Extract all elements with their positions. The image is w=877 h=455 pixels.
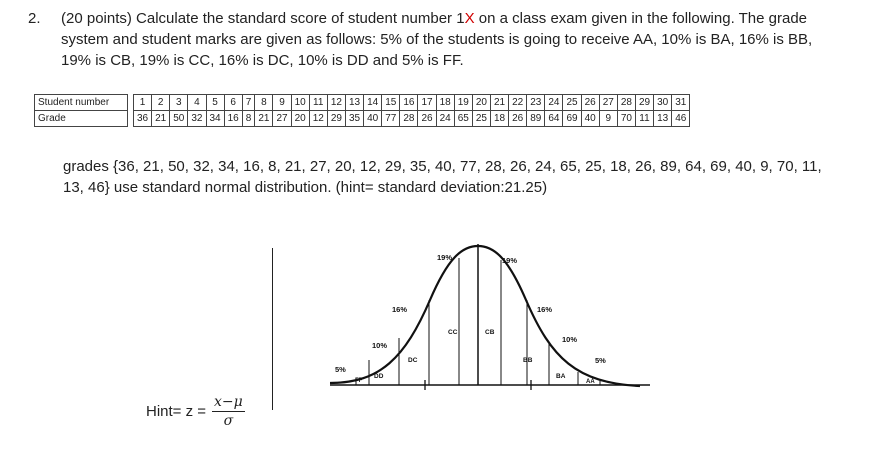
grade-cell: 34 — [206, 111, 224, 127]
grade-cell: 16 — [224, 111, 242, 127]
pct-label-16-right: 16% — [537, 305, 553, 314]
student-number-cell: 9 — [273, 95, 291, 111]
grade-label-bb: BB — [523, 357, 533, 364]
student-number-cell: 19 — [454, 95, 472, 111]
grade-cell: 40 — [581, 111, 599, 127]
student-number-cell: 20 — [472, 95, 490, 111]
grade-cell: 36 — [134, 111, 152, 127]
student-number-cell: 21 — [490, 95, 508, 111]
student-number-cell: 17 — [418, 95, 436, 111]
grade-cell: 28 — [400, 111, 418, 127]
grade-label-aa: AA — [586, 379, 595, 385]
student-number-cell: 4 — [188, 95, 206, 111]
grade-cell: 27 — [273, 111, 291, 127]
question-number: 2. — [28, 10, 41, 27]
student-number-cell: 26 — [581, 95, 599, 111]
pct-label-19-left: 19% — [437, 253, 453, 262]
pct-label-10-right: 10% — [562, 335, 578, 344]
pct-label-5-right: 5% — [595, 356, 606, 365]
grade-cell: 46 — [672, 111, 690, 127]
student-number-cell: 3 — [170, 95, 188, 111]
grade-cell: 18 — [490, 111, 508, 127]
question-line-3: 19% is CB, 19% is CC, 16% is DC, 10% is DD and 5% is FF. — [61, 52, 464, 69]
student-number-cell: 11 — [309, 95, 327, 111]
grade-cell: 11 — [635, 111, 653, 127]
student-number-cell: 16 — [400, 95, 418, 111]
student-number-cell: 22 — [509, 95, 527, 111]
grade-label-ff: FF — [355, 378, 363, 384]
student-number-cell: 28 — [617, 95, 635, 111]
grade-cell: 13 — [654, 111, 672, 127]
question-line-1-end: on a class exam given in the following. The grade — [474, 10, 808, 27]
grade-cell: 26 — [418, 111, 436, 127]
student-number-cell: 7 — [242, 95, 255, 111]
student-number-cell: 2 — [152, 95, 170, 111]
grade-cell: 24 — [436, 111, 454, 127]
grade-cell: 50 — [170, 111, 188, 127]
student-number-cell: 15 — [382, 95, 400, 111]
student-number-cell: 18 — [436, 95, 454, 111]
grade-cell: 77 — [382, 111, 400, 127]
grade-cell: 35 — [345, 111, 363, 127]
student-number-cell: 8 — [255, 95, 273, 111]
question-line-1-start: (20 points) Calculate the standard score of student number 1 — [61, 10, 465, 27]
student-number-cell: 13 — [345, 95, 363, 111]
grade-cell: 65 — [454, 111, 472, 127]
student-number-cell: 25 — [563, 95, 581, 111]
pct-label-10-left: 10% — [372, 341, 388, 350]
bell-curve — [330, 246, 640, 386]
student-number-cell: 30 — [654, 95, 672, 111]
pct-label-16-left: 16% — [392, 305, 408, 314]
student-number-cell: 29 — [635, 95, 653, 111]
student-number-cell: 27 — [599, 95, 617, 111]
question-line-2: system and student marks are given as follows: 5% of the students is going to receive AA, 10% is BA, 16% is BB, — [61, 31, 813, 48]
student-number-cell: 5 — [206, 95, 224, 111]
grade-cell: 70 — [617, 111, 635, 127]
student-number-cell: 12 — [327, 95, 345, 111]
grade-cell: 69 — [563, 111, 581, 127]
grade-cell: 40 — [364, 111, 382, 127]
grade-header: Grade — [35, 111, 128, 127]
grade-cell: 89 — [527, 111, 545, 127]
pct-label-5-left: 5% — [335, 365, 346, 374]
grades-list-line-2: 13, 46} use standard normal distribution. (hint= standard deviation:21.25) — [63, 179, 548, 196]
grade-cell: 21 — [255, 111, 273, 127]
fraction-numerator: x−μ — [214, 394, 243, 410]
grade-label-cb: CB — [485, 329, 495, 336]
pct-label-19-right: 19% — [502, 256, 518, 265]
grade-label-dd: DD — [374, 373, 384, 380]
grade-cell: 20 — [291, 111, 309, 127]
grade-label-dc: DC — [408, 357, 418, 364]
student-x-marker: X — [464, 10, 475, 27]
student-number-cell: 24 — [545, 95, 563, 111]
hint-label: Hint= z = — [146, 403, 207, 420]
grade-cell: 12 — [309, 111, 327, 127]
grade-cell: 25 — [472, 111, 490, 127]
grade-cell: 26 — [509, 111, 527, 127]
student-number-cell: 6 — [224, 95, 242, 111]
grade-cell: 29 — [327, 111, 345, 127]
grade-label-ba: BA — [556, 373, 566, 380]
student-number-cell: 1 — [134, 95, 152, 111]
grade-cell: 21 — [152, 111, 170, 127]
student-number-header: Student number — [35, 95, 128, 111]
student-number-cell: 23 — [527, 95, 545, 111]
grade-cell: 64 — [545, 111, 563, 127]
student-number-cell: 31 — [672, 95, 690, 111]
grade-label-cc: CC — [448, 329, 458, 336]
fraction-denominator: σ — [223, 413, 234, 429]
student-number-cell: 10 — [291, 95, 309, 111]
grade-cell: 32 — [188, 111, 206, 127]
student-number-cell: 14 — [364, 95, 382, 111]
grade-cell: 9 — [599, 111, 617, 127]
grade-cell: 8 — [242, 111, 255, 127]
grades-list-line-1: grades {36, 21, 50, 32, 34, 16, 8, 21, 27, 20, 12, 29, 35, 40, 77, 28, 26, 24, 65, 25, 18, 26, 89, 64, 69, 40, 9, 70, 11, — [63, 158, 822, 175]
